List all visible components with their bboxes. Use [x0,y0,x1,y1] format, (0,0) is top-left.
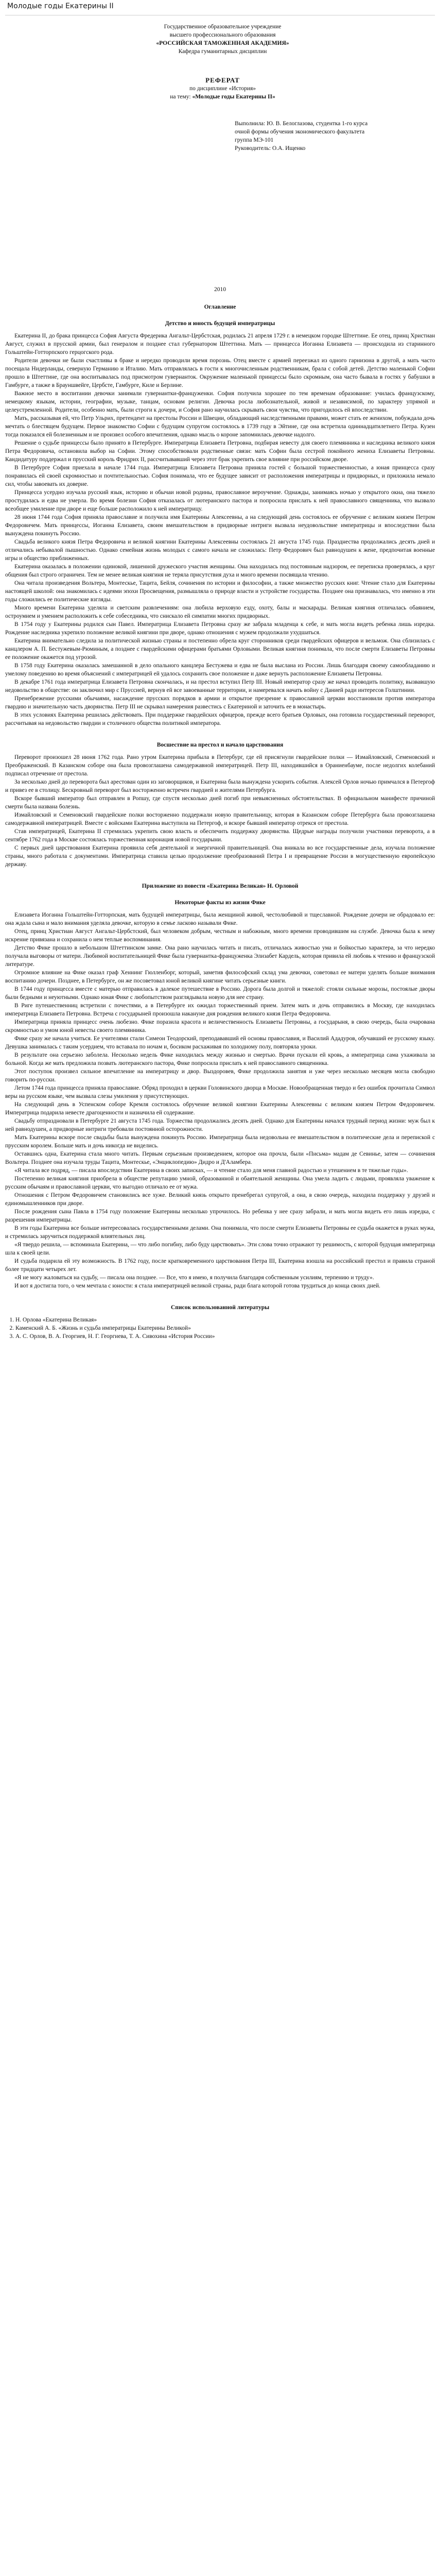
paragraph: Отец, принц Христиан Август Ангальт-Цербстский, был человеком добрым, честным и набожным, много времени проводившим на службе. Девочка была к нему искренне привязана и сохранила о нем теплые воспоминания. [5,928,435,943]
references-block [5,1303,435,1341]
paragraph: Переворот произошел 28 июня 1762 года. Рано утром Екатерина прибыла в Петербург, где ей присягнули гвардейские полки — Измайловский, Семеновский и Преображенский. В Казанском соборе она была провозглашена самодержавной императрицей. Петр III, находившийся в Ораниенбауме, после недолгих колебаний подписал отречение от престола. [5,754,435,777]
paragraph: Она читала произведения Вольтера, Монтескье, Тацита, Бейля, сочинения по истории и философии, а также множество русских книг. Чтение стало для Екатерины настоящей школой: она знакомилась с идеями эпохи Просвещения, размышляла о природе власти и устройстве государства. Позднее она признавалась, что именно в эти годы сложились ее политические взгляды. [5,580,435,603]
paragraph: Отношения с Петром Федоровичем становились все хуже. Великий князь открыто пренебрегал супругой, а она, в свою очередь, находила поддержку у друзей и единомышленников при дворе. [5,1192,435,1207]
paragraph: Пренебрежение русскими обычаями, насаждение прусских порядков в армии и открытое презрение к православной церкви восстановили против императора гвардию и значительную часть дворянства. Петр III не скрывал намерения развестись с Екатериной и заточить ее в монастырь. [5,696,435,710]
paragraph: Принцесса усердно изучала русский язык, историю и обычаи новой родины, православное вероучение. Однажды, занимаясь ночью у открытого окна, она тяжело простудилась и едва не умерла. Во время болезни София отказалась от лютеранского пастора и попросила прислать к ней православного священника, что вызвало всеобщее умиление при дворе и еще больше расположило к ней императрицу. [5,489,435,512]
paragraph: Детство Фике прошло в небольшом Штеттинском замке. Она рано научилась читать и писать, отличалась живостью ума и бойкостью характера, за что нередко получала выговоры от матери. Любимой воспитательницей Фике была гувернантка-француженка Элизабет Кардель, которая привила ей любовь к чтению и французской литературе. [5,945,435,968]
title-year: 2010 [214,286,226,293]
paragraph: Екатерина внимательно следила за политической жизнью страны и постепенно обрела круг сторонников среди гвардейских офицеров и вельмож. Она сблизилась с канцлером А. П. Бестужевым-Рюминым, а позднее с гвардейскими офицерами братьями Орловыми. Великая княгиня понимала, что после смерти Елизаветы Петровны ее положение окажется под угрозой. [5,638,435,660]
paragraph: Свадьба великого князя Петра Федоровича и великой княгини Екатерины Алексеевны состоялась 21 августа 1745 года. Празднества продолжались десять дней и отличались небывалой пышностью. Однако семейная жизнь молодых с самого начала не сложилась: Петр Федорович был равнодушен к жене, предпочитая военные игры и общество приближенных. [5,539,435,562]
paragraph: Много времени Екатерина уделяла и светским развлечениям: она любила верховую езду, охоту, балы и маскарады. Великая княгиня отличалась обаянием, остроумием и умением расположить к себе собеседника, что снискало ей симпатии многих придворных. [5,605,435,619]
topic-line [26,93,420,101]
topic-name: «Молодые годы Екатерины II» [192,94,275,100]
reference-item: 1. Н. Орлова «Екатерина Великая» [15,1316,435,1324]
paragraph: После рождения сына Павла в 1754 году положение Екатерины несколько упрочилось. Но ребенка у нее сразу забрали, и мать могла видеть его лишь изредка, с разрешения императрицы. [5,1209,435,1223]
paragraph: В 1744 году принцесса вместе с матерью отправилась в далекое путешествие в Россию. Дорога была долгой и тяжелой: стояли сильные морозы, постоялые дворы были бедными и неуютными. Однако юная Фике с любопытством разглядывала новую для нее страну. [5,986,435,1001]
paragraph: И судьба подарила ей эту возможность. В 1762 году, после кратковременного царствования Петра III, Екатерина взошла на российский престол и правила страной более тридцати четырех лет. [5,1258,435,1273]
paragraph: Екатерина II, до брака принцесса София Августа Фредерика Ангальт-Цербстская, родилась 21 апреля 1729 г. в немецком городке Штеттине. Ее отец, принц Христиан Август, служил в прусской армии, был генералом и позднее стал губернатором Штеттина. Мать — принцесса Иоганна Елизавета — происходила из старинного Гольштейн-Готторпского герцогского рода. [5,333,435,355]
institution-name: «РОССИЙСКАЯ ТАМОЖЕННАЯ АКАДЕМИЯ» [156,40,289,46]
supervisor-line: Руководитель: О.А. Ищенко [235,145,306,151]
paragraph: Огромное влияние на Фике оказал граф Хеннинг Гюлленборг, который, заметив философский склад ума девочки, советовал ее матери уделять больше внимания воспитанию дочери. Позднее, в Петербурге, он же посоветовал юной великой княгине читать серьезные книги. [5,970,435,984]
subject-line: по дисциплине «История» [189,86,256,92]
references-list [5,1316,435,1341]
performer-line: группа МЭ-101 [235,137,274,143]
paragraph: В Риге путешественниц встретили с почестями, а в Петербурге их ожидал торжественный прием. Затем мать и дочь отправились в Москву, где находилась императрица Елизавета Петровна. Встреча с государыней произошла накануне дня рождения великого князя Петра Федоровича. [5,1003,435,1017]
paragraph: Елизавета Иоганна Гольштейн-Готторпская, мать будущей императрицы, была женщиной живой, честолюбивой и тщеславной. Рождение дочери не обрадовало ее: она ждала сына и мало внимания уделяла девочке, которую в семье ласково называли Фике. [5,912,435,926]
department-name: Кафедра гуманитарных дисциплин [178,48,267,55]
paragraph: Измайловский и Семеновский гвардейские полки восторженно поддержали новую правительницу, которая в Казанском соборе Петербурга была провозглашена самодержавной императрицей. Вместе с войсками Екатерина выступила на Петергоф, и вскоре бывший император отрекся от престола. [5,812,435,826]
paragraph: В Петербурге София приехала в начале 1744 года. Императрица Елизавета Петровна приняла гостей с большой торжественностью, а юная принцесса сразу понравилась ей своей скромностью и почтительностью. София понимала, что ее будущее зависит от расположения императрицы и придворных, и приложила немало сил, чтобы завоевать их доверие. [5,465,435,487]
topic-prefix: на тему: [170,94,193,100]
paragraph: 28 июня 1744 года София приняла православие и получила имя Екатерины Алексеевны, а на следующий день состоялось ее обручение с великим князем Петром Федоровичем. Мать принцессы, Иоганна Елизавета, своим вмешательством в придворные интриги вызвала неудовольствие императрицы и впоследствии была вынуждена покинуть Россию. [5,514,435,537]
paragraph: «Я читала все подряд, — писала впоследствии Екатерина в своих записках, — и чтение стало для меня главной радостью и утешением в те тяжелые годы». [14,1167,408,1174]
section-heading: Восшествие на престол и начало царствования [156,742,284,748]
paragraph: Став императрицей, Екатерина II стремилась укрепить свою власть и обеспечить поддержку дворянства. Щедрые награды получили участники переворота, а в сентябре 1762 года в Москве состоялась торжественная коронация новой государыни. [5,828,435,843]
paragraph: Екатерина оказалась в положении одинокой, лишенной дружеского участия женщины. Она находилась под постоянным надзором, ее переписка проверялась, а круг общения был строго ограничен. Тем не менее великая княгиня не теряла присутствия духа и много времени посвящала чтению. [5,564,435,578]
title-page [26,23,420,101]
paragraph: Свадьбу отпраздновали в Петербурге 21 августа 1745 года. Торжества продолжались десять дней. Однако для Екатерины начался трудный период жизни: муж был к ней равнодушен, а придворные интриги требовали постоянной осторожности. [5,1118,435,1132]
institution-line: высшего профессионального образования [169,32,276,38]
paragraph: В 1754 году у Екатерины родился сын Павел. Императрица Елизавета Петровна сразу же забрала младенца к себе, и мать могла видеть ребенка лишь изредка. Рождение наследника укрепило положение великой княгини при дворе, однако отношения с мужем продолжали ухудшаться. [5,621,435,636]
paragraph: Мать, рассказывая ей, что Петр Ульрих, претендент на престолы России и Швеции, обладающий наследственными правами, может стать ее женихом, побуждала дочь мечтать о блестящем будущем. Первое знакомство Софии с будущим супругом состоялось в 1739 году в Эйтине, где она встретила одиннадцатилетнего Петра. Кузен тогда показался ей болезненным и не произвел особого впечатления, однако мысль о короне запомнилась девочке надолго. [5,415,435,438]
paragraph: Летом 1744 года принцесса приняла православие. Обряд проходил в церкви Головинского дворца в Москве. Новообращенная твердо и без ошибок прочитала Символ веры на русском языке, чем вызвала слезы умиления у присутствующих. [5,1085,435,1099]
paragraph: И вот я достигла того, о чем мечтала с юности: я стала императрицей великой страны, ради блага которой готова трудиться до конца своих дней. [14,1283,380,1289]
paragraph: Вскоре бывший император был отправлен в Ропшу, где спустя несколько дней погиб при невыясненных обстоятельствах. В официальном манифесте причиной смерти была названа болезнь. [5,795,435,810]
page-header [5,0,435,15]
paragraph: Императрица приняла принцесс очень любезно. Фике поразила красота и величественность Елизаветы Петровны, а государыня, в свою очередь, была очарована скромностью и умом юной невесты своего племянника. [5,1019,435,1033]
paragraph: Этот поступок произвел сильное впечатление на императрицу и двор. Выздоровев, Фике продолжила занятия и уже через несколько месяцев могла свободно говорить по-русски. [5,1069,435,1083]
paragraph: Постепенно великая княгиня приобрела в обществе репутацию умной, образованной и обаятельной женщины. Она умела ладить с людьми, проявляла уважение к русским обычаям и православной церкви, что выгодно отличало ее от мужа. [5,1176,435,1190]
document-body [5,15,435,1341]
section-heading: Приложение из повести «Екатерина Великая» Н. Орловой [142,883,299,889]
section [5,741,435,869]
institution-line: Государственное образовательное учреждение [164,24,282,30]
section-subheading: Некоторые факты из жизни Фике [175,900,266,906]
toc-title: Оглавление [204,304,236,310]
performers-block [235,120,435,152]
reference-item: 3. А. С. Орлов, В. А. Георгиев, Н. Г. Георгиева, Т. А. Сивохина «История России» [15,1332,435,1341]
paragraph: Решение о судьбе принцессы было принято в Петербурге. Императрица Елизавета Петровна, подбирая невесту для своего племянника и наследника великого князя Петра Федоровича, остановила выбор на Софии. Этому способствовали родственные связи: мать Софии была сестрой покойного жениха Елизаветы Петровны. Кандидатуру поддержал и прусский король Фридрих II, рассчитывавший через этот брак укрепить свое влияние при российском дворе. [5,440,435,463]
performer-line: Выполнила: Ю. В. Белоглазова, студентка 1-го курса [235,121,368,127]
paragraph: В этих условиях Екатерина решилась действовать. При поддержке гвардейских офицеров, прежде всего братьев Орловых, она готовила государственный переворот, рассчитывая на недовольство гвардии и столичного общества политикой императора. [5,712,435,726]
section-heading: Детство и юность будущей императрицы [165,320,275,327]
paragraph: «Я не могу жаловаться на судьбу, — писала она позднее. — Все, что я имею, я получила благодаря собственным усилиям, терпению и труду». [14,1275,374,1281]
paragraph: За несколько дней до переворота был арестован один из заговорщиков, и Екатерина была вынуждена ускорить события. Алексей Орлов ночью примчался в Петергоф и привез ее в столицу. Бескровный переворот был восторженно встречен гвардией и жителями Петербурга. [5,779,435,793]
references-heading: Список использованной литературы [170,1304,270,1311]
paragraph: Мать Екатерины вскоре после свадьбы была вынуждена покинуть Россию. Императрица была недовольна ее вмешательством в политические дела и перепиской с прусским королем. Больше мать и дочь никогда не виделись. [5,1134,435,1149]
ref-title: РЕФЕРАТ [205,76,240,84]
paragraph: В эти годы Екатерина все больше интересовалась государственными делами. Она понимала, что после смерти Елизаветы Петровны ее судьба окажется в руках мужа, и стремилась заручиться поддержкой влиятельных лиц. [5,1225,435,1240]
paragraph: На следующий день в Успенском соборе Кремля состоялось обручение великой княгини Екатерины Алексеевны с великим князем Петром Федоровичем. Императрица подарила невесте драгоценности и назначила ей содержание. [5,1101,435,1116]
paragraph: «Я твердо решила, — вспоминала Екатерина, — что либо погибну, либо буду царствовать». Эти слова точно отражают ту решимость, с которой будущая императрица шла к своей цели. [5,1242,435,1256]
paragraph: Важное место в воспитании девочки занимали гувернантки-француженки. София получила хорошее по тем временам образование: училась французскому, немецкому языкам, истории, географии, музыке, танцам, основам религии. Девочка росла любознательной, живой и независимой, по характеру упрямой и целеустремленной. Родители, особенно мать, были строги к дочери, и София рано научилась скрывать свои чувства, что пригодилось ей впоследствии. [5,391,435,413]
section [5,319,435,727]
paragraph: Фике сразу же начала учиться. Ее учителями стали Симеон Теодорский, преподававший ей основы православия, и Василий Ададуров, обучавший ее русскому языку. Девушка занималась с таким усердием, что вставала по ночам и, босиком расхаживая по холодному полу, повторяла уроки. [5,1036,435,1050]
paragraph: Родители девочки не были счастливы в браке и нередко проводили время порознь. Отец вместе с армией переезжал из одного гарнизона в другой, а мать часто посещала Нидерланды, северную Германию и Италию. Мать отправлялась в гости к многочисленным родственникам, брала с собой детей. Детство маленькой Софии прошло в Штеттине, где она воспитывалась под присмотром гувернанток. Окружение маленькой принцессы было скромным, она часто бывала в гостях у бабушки в Гамбурге, а также в Брауншвейге, Цербсте, Гамбурге, Киле и Берлине. [5,358,435,388]
reference-item: 2. Каменский А. Б. «Жизнь и судьба императрицы Екатерины Великой» [15,1324,435,1332]
performer-line: очной формы обучения экономического факультета [235,129,365,135]
section [5,882,435,1290]
page-title: Молодые годы Екатерины II [7,2,114,10]
sections-container [5,319,435,1290]
paragraph: В декабре 1761 года императрица Елизавета Петровна скончалась, и на престол вступил Петр III. Новый император сразу же начал проводить политику, вызвавшую недовольство в обществе: он заключил мир с Пруссией, вернув ей все завоеванные территории, и намеревался начать войну с Данией ради интересов Голштинии. [5,679,435,693]
paragraph: Оставшись одна, Екатерина стала много читать. Первым серьезным произведением, которое она прочла, были «Письма» мадам де Севинье, затем — сочинения Вольтера. Позднее она изучала труды Тацита, Монтескье, «Энциклопедию» Дидро и Д'Аламбера. [5,1151,435,1165]
paragraph: В результате она серьезно заболела. Несколько недель Фике находилась между жизнью и смертью. Врачи пускали ей кровь, а императрица сама ухаживала за больной. Когда же мать предложила позвать лютеранского пастора, Фике попросила прислать к ней православного священника. [5,1052,435,1066]
paragraph: В 1758 году Екатерина оказалась замешанной в дело опального канцлера Бестужева и едва не была выслана из России. Лишь благодаря своему самообладанию и умелому поведению во время объяснений с императрицей ей удалось сохранить свое положение и даже вернуть расположение Елизаветы Петровны. [5,663,435,677]
paragraph: С первых дней царствования Екатерина проявила себя деятельной и энергичной правительницей. Она вникала во все государственные дела, изучала положение страны, много работала с документами. Императрица ставила целью продолжение преобразований Петра I и превращение России в могущественную европейскую державу. [5,845,435,868]
